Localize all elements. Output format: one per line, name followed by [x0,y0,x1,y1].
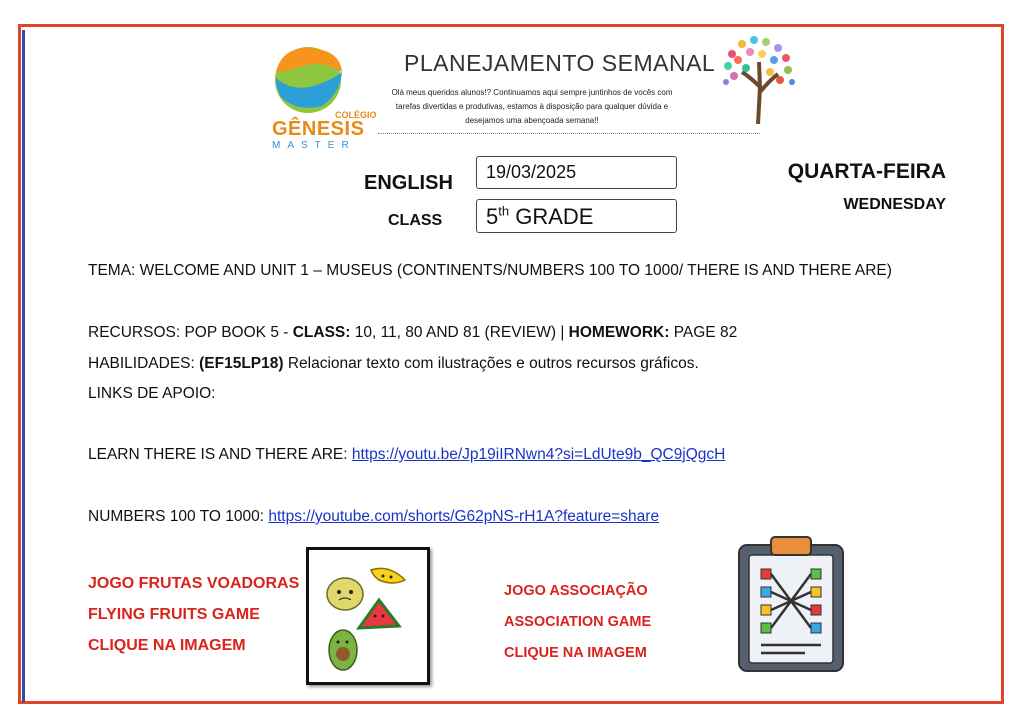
grade-ordinal: th [498,203,510,219]
link2-url[interactable]: https://youtube.com/shorts/G62pNS-rH1A?feature=share [268,508,660,525]
recursos-prefix: RECURSOS: POP BOOK 5 - [88,324,293,341]
fruits-icon [309,550,427,682]
weekday-portuguese: QUARTA-FEIRA [787,160,946,183]
divider [378,133,760,134]
intro-message: Olá meus queridos alunos!? Continuamos aqui sempre juntinhos de vocês com tarefas divertidas e produtivas, estamos à disposição para qualquer dúvida e desejamos uma abençoada semana!! [391,88,673,125]
link2-label: NUMBERS 100 TO 1000: [88,508,269,525]
link1-line [88,446,725,464]
logo-genesis-text: GÊNESIS [272,118,365,140]
subject-label: ENGLISH [364,172,453,194]
recursos-line [88,324,737,342]
game1-text [88,568,299,661]
recursos-homework-label: HOMEWORK: [568,324,670,341]
habilidades-code: (EF15LP18) [199,355,284,372]
weekday-english: WEDNESDAY [843,196,946,213]
game2-text [504,576,651,669]
game1-cta: CLIQUE NA IMAGEM [88,637,246,654]
grade-word: GRADE [509,204,594,229]
game2-cta: CLIQUE NA IMAGEM [504,645,647,661]
game1-title-pt: JOGO FRUTAS VOADORAS [88,575,300,592]
habilidades-text: Relacionar texto com ilustrações e outros recursos gráficos. [283,355,699,372]
recursos-class-value: 10, 11, 80 AND 81 (REVIEW) | [350,324,569,341]
game2-title-pt: JOGO ASSOCIAÇÃO [504,583,648,599]
logo-master-text: MASTER [272,140,356,151]
fruits-game-image[interactable] [306,547,430,685]
recursos-homework-value: PAGE 82 [669,324,738,341]
game1-title-en: FLYING FRUITS GAME [88,606,260,623]
class-label: CLASS [388,212,443,229]
clipboard-association-icon[interactable] [735,533,847,675]
links-title: LINKS DE APOIO: [88,385,216,402]
link1-url[interactable]: https://youtu.be/Jp19iIRNwn4?si=LdUte9b_QC9jQgcH [351,446,726,463]
habilidades-line [88,355,699,373]
frame-accent-line [22,30,25,702]
habilidades-prefix: HABILIDADES: [88,355,200,372]
grade-field[interactable] [476,199,677,233]
game2-title-en: ASSOCIATION GAME [504,614,652,630]
date-field[interactable]: 19/03/2025 [476,156,677,189]
link2-line [88,508,659,526]
page-title: PLANEJAMENTO SEMANAL [404,50,716,76]
colorful-tree-icon [720,32,798,124]
recursos-class-label: CLASS: [292,324,351,341]
tema-line: TEMA: WELCOME AND UNIT 1 – MUSEUS (CONTINENTS/NUMBERS 100 TO 1000/ THERE IS AND THERE ARE) [88,262,892,279]
logo-colegio-text: COLÉGIO [335,110,377,120]
grade-number: 5 [486,204,499,229]
link1-label: LEARN THERE IS AND THERE ARE: [88,446,352,463]
